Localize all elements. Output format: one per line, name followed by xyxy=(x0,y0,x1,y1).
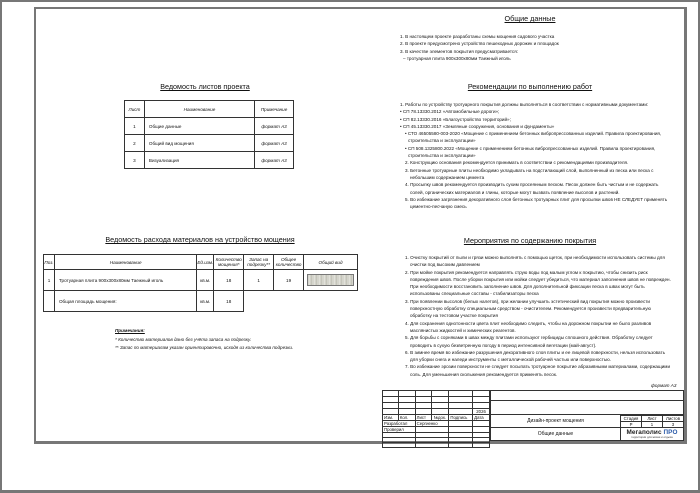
col-header: Наименование xyxy=(54,255,196,270)
sheets-list-title: Ведомость листов проекта xyxy=(160,82,250,91)
sheet-value: 1 xyxy=(642,422,663,428)
cell: Тротуарная плита 900х300х80мм Таежный иголь xyxy=(54,270,196,291)
format-label: формат А3 xyxy=(651,383,677,388)
table-row xyxy=(44,291,358,312)
col-header: Общее количество xyxy=(274,255,304,270)
list-item: • СП 82.13330.2016 «Благоустройство территорий»; xyxy=(400,116,511,122)
cell: 1 xyxy=(125,118,145,135)
sheets-value: 3 xyxy=(663,422,684,428)
cell xyxy=(304,270,358,291)
paving-texture-image xyxy=(307,274,354,286)
cell: Общий вид мощения xyxy=(144,135,254,152)
list-item: • СТО 46505580-003-2020 «Мощение с применением бетонных вибропрессованных изделий. Правила проектирования, строительства и эксплуатации» xyxy=(405,131,662,144)
cell: 2 xyxy=(125,135,145,152)
list-item: 1. В настоящем проекте разработаны схемы мощения садового участка xyxy=(400,34,555,39)
table-row xyxy=(125,118,294,135)
maintenance-title: Мероприятия по содержанию покрытия xyxy=(463,236,597,245)
cell: Визуализация xyxy=(144,152,254,169)
list-item: – тротуарная плита 900х300х80мм Таежный иголь xyxy=(403,55,511,61)
developer-name: Сергиенко xyxy=(415,421,449,427)
table-row xyxy=(44,270,358,291)
list-item: 4. Для сохранения однотонности цвета плит необходимо следить, чтобы на дорожном покрытии не было разливов маслянистых жидкостей и химических реагентов. xyxy=(405,320,652,333)
list-item: 3. В качестве элементов покрытия предусматривается: xyxy=(400,48,518,54)
cell: Общие данные xyxy=(144,118,254,135)
sheet-name: Общие данные xyxy=(490,428,620,441)
list-item: • СП 45.13330.2017 «Земляные сооружения, основания и фундаменты» xyxy=(400,123,555,129)
general-list xyxy=(400,33,670,62)
title-block-right xyxy=(490,390,684,441)
stamp-lower xyxy=(490,415,684,441)
stage-value: Р xyxy=(621,422,642,428)
list-item: 2. В проекте предусмотрено устройство пешеходных дорожек и площадок xyxy=(400,41,559,47)
list-item: 3. Бетонные тротуарные плиты необходимо укладывать на подстилающий слой, выполненный из песка или песка с небольшим содержанием цемента xyxy=(405,167,654,180)
cell: кв.м. xyxy=(197,270,214,291)
drawing-frame xyxy=(34,7,687,444)
col-header: Запас на подрезку** xyxy=(244,255,274,270)
col-header: Лист xyxy=(415,415,432,421)
list-item: 7. Во избежание эрозии поверхности не следует посыпать тротуарное покрытие абразивными материалами, содержащими соль. Для уменьшения скольжения рекомендуется применять песок. xyxy=(405,364,671,377)
list-item: 1. Работы по устройству тротуарного покрытия должны выполняться в соответствии с нормативными документами: xyxy=(400,102,649,107)
revision-table xyxy=(382,390,490,448)
logo-main: Мегаполис xyxy=(626,429,662,436)
checked-label: Проверил xyxy=(383,427,416,433)
cell: формат А3 xyxy=(255,118,294,135)
logo-accent: ПРО xyxy=(663,429,678,436)
stage-label: Стадия xyxy=(621,416,642,422)
cell: 3 xyxy=(125,152,145,169)
list-item: 5. Во избежание загрязнения декоративного слоя бетонных тротуарных плит для просыпки швов НЕ СЛЕДУЕТ применять цементно-песчаную смесь xyxy=(405,196,668,210)
sheets-label: Листов xyxy=(663,416,684,422)
note-line: * Количество материалов дано без учёта запаса на подрезку. xyxy=(115,336,252,342)
logo-tagline: территории для жизни и отдыха xyxy=(631,435,673,439)
col-header: №док. xyxy=(432,415,449,421)
list-item: • СП 508.1325800.2022 «Мощение с применением бетонных вибропрессованных изделий. Правила проектирования, строительства и эксплуатации» xyxy=(405,145,656,159)
general-title: Общие данные xyxy=(504,14,556,23)
list-item: 5. Для борьбы с сорняками в швах между плитами используют гербициды сплошного действия. Обработку следует проводить в сухую безветренную погоду в период интенсивной вегетации (май-август). xyxy=(405,335,653,348)
note-line: ** Запас по материалам указан ориентировочно, исходя из количества подрезки. xyxy=(115,345,294,350)
col-header: Подпись xyxy=(449,415,473,421)
list-item: 3. При появлении высолов (белых налетов), при желании улучшить эстетический вид покрытия можно произвести поверхностную обработку специальным средством - очистителем. Рекомендуется произвести предварительную обработку на тестовом участке покрытия xyxy=(405,298,651,319)
col-header: Дата xyxy=(473,415,490,421)
table-row xyxy=(125,152,294,169)
cell: 19 xyxy=(274,270,304,291)
col-header: Общий вид xyxy=(304,255,358,270)
col-header: Примечание xyxy=(255,101,294,118)
cell xyxy=(44,291,55,312)
cell: формат А3 xyxy=(255,135,294,152)
cell: 1 xyxy=(44,270,55,291)
sheet-label: Лист xyxy=(642,416,663,422)
notes-title: Примечания: xyxy=(115,328,145,333)
sheets-list-table xyxy=(124,100,294,169)
cell: 18 xyxy=(214,291,244,312)
developed-label: Разработал xyxy=(383,421,416,427)
stamp-row xyxy=(490,401,684,415)
stamp-row xyxy=(490,390,684,401)
list-item: 1. Очистку покрытий от пыли и грязи можно выполнять с помощью щеток, при необходимости использовать системы для очистки под высоким давлением xyxy=(405,255,665,268)
cell: кв.м. xyxy=(197,291,214,312)
title-block xyxy=(382,390,684,441)
col-header: Изм. xyxy=(383,415,399,421)
list-item: 6. В зимнее время во избежание разрушения декоративного слоя плиты и ее лицевой поверхности, нельзя использовать для уборки снега и наледи инструменты с металлической рабочей частью или поверхностью. xyxy=(405,349,665,363)
table-row xyxy=(125,135,294,152)
list-item: 4. Просыпку швов рекомендуется производить сухим просеянным песком. Песок должен быть чистым и не содержать солей, органических материалов и глины, которые могут вызвать появление высолов и растений. xyxy=(405,182,659,195)
maintenance-list xyxy=(400,254,672,378)
list-item: 2. При мойке покрытия рекомендуется направлять струю воды под малым углом к покрытию, чтобы снизить риск повреждения швов. После уборки покрытия или мойки следует убедиться, что материал заполнения швов не поврежден. При необходимости восстановить заполнение швов. Для дополнительной фиксации песка в швах могут быть использованы специальные составы - стабилизаторы песка xyxy=(405,269,671,297)
cell: 18 xyxy=(214,270,244,291)
col-header: Ед.изм. xyxy=(197,255,214,270)
cell: 1 xyxy=(244,270,274,291)
col-header: Кол. xyxy=(398,415,415,421)
list-item: • СП 78.13330.2012 «Автомобильные дороги»; xyxy=(400,109,500,115)
col-header: Лист xyxy=(125,101,145,118)
recommendations-title: Рекомендации по выполнению работ xyxy=(467,82,593,91)
project-name: Дизайн-проект мощения xyxy=(490,415,620,428)
stage-table xyxy=(620,415,684,428)
empty-cell xyxy=(244,291,358,312)
cell: Общая площадь мощения: xyxy=(54,291,196,312)
col-header: Количество мощения* xyxy=(214,255,244,270)
year-cell: 2026 xyxy=(473,409,490,415)
materials-notes xyxy=(115,327,293,353)
materials-title: Ведомость расхода материалов на устройство мощения xyxy=(105,235,295,244)
list-item: 2. Конструкцию основания рекомендуется принимать в соответствии с рекомендациями производителя. xyxy=(405,160,629,166)
cell: формат А3 xyxy=(255,152,294,169)
materials-table xyxy=(43,254,358,312)
recommendations-list xyxy=(400,101,672,210)
col-header: Наименование xyxy=(144,101,254,118)
col-header: Поз. xyxy=(44,255,55,270)
company-logo xyxy=(620,428,684,441)
